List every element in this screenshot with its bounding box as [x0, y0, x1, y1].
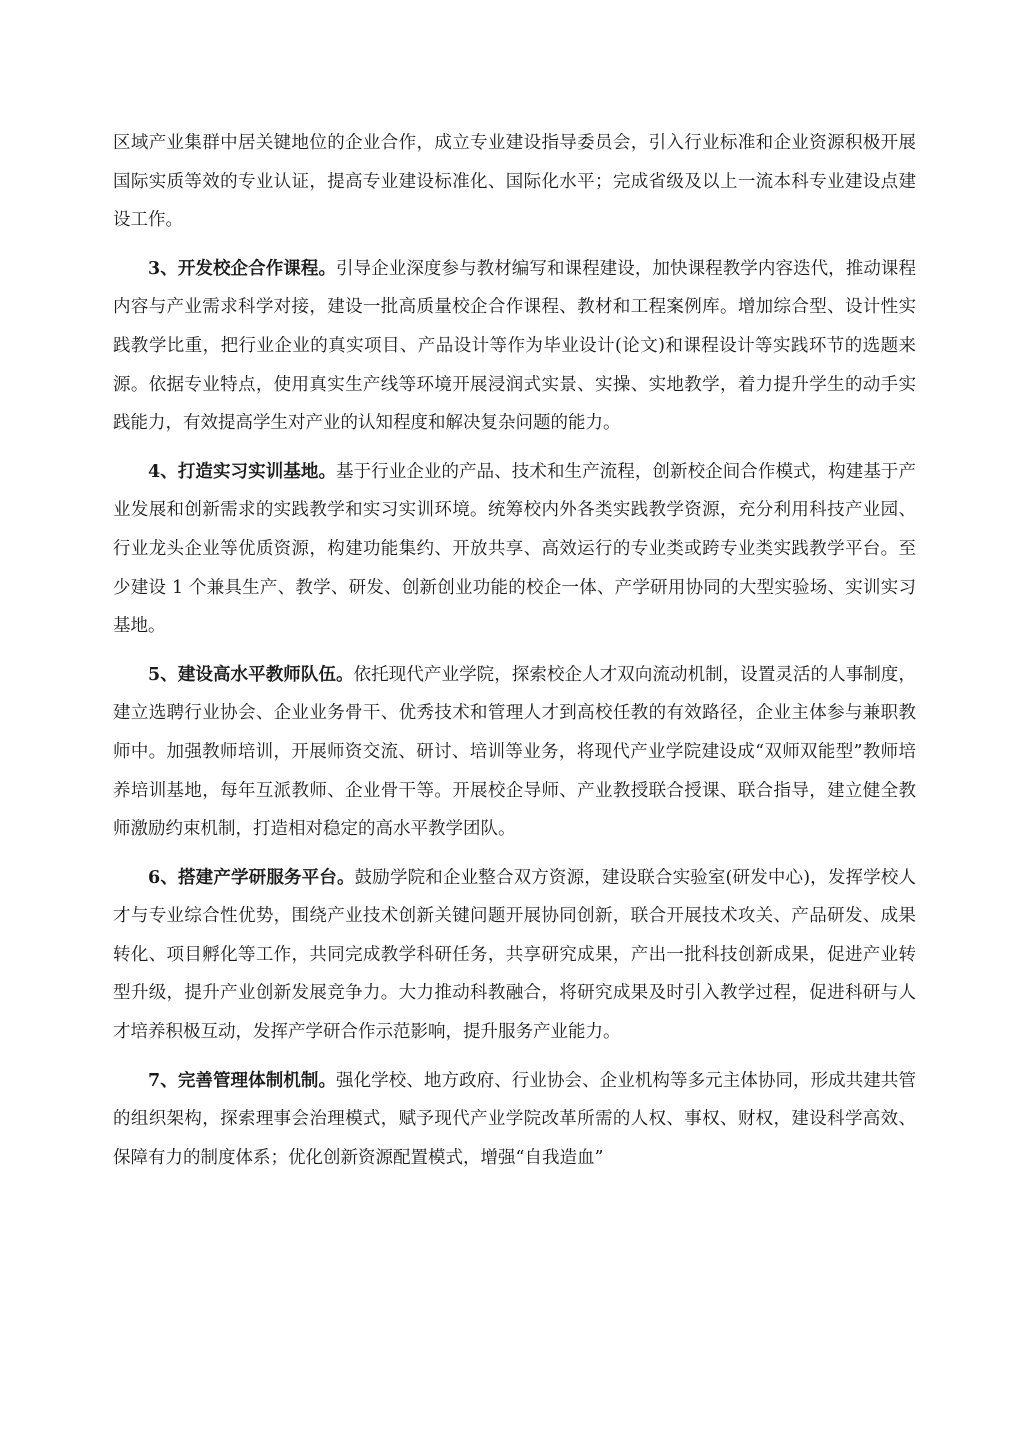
paragraph-training-base	[113, 453, 916, 646]
paragraph-research-platform	[113, 859, 916, 1052]
paragraph-body: 基于行业企业的产品、技术和生产流程，创新校企间合作模式，构建基于产业发展和创新需求的实践教学和实习实训环境。统筹校内外各类实践教学资源，充分利用科技产业园、行业龙头企业等优质资源，构建功能集约、开放共享、高效运行的专业类或跨专业类实践教学平台。至少建设 1 个兼具生产、教学、研发、创新创业功能的校企一体、产学研用协同的大型实验场、实训实习基地。	[113, 461, 916, 637]
document-body	[113, 124, 916, 1187]
paragraph-body: 区域产业集群中居关键地位的企业合作，成立专业建设指导委员会，引入行业标准和企业资源积极开展国际实质等效的专业认证，提高专业建设标准化、国际化水平；完成省级及以上一流本科专业建设点建设工作。	[113, 133, 916, 231]
paragraph-heading: 3、开发校企合作课程。	[148, 258, 337, 279]
paragraph-heading: 6、搭建产学研服务平台。	[148, 867, 355, 888]
paragraph-course-development	[113, 250, 916, 443]
paragraph-body: 鼓励学院和企业整合双方资源，建设联合实验室(研发中心)，发挥学校人才与专业综合性优势，围绕产业技术创新关键问题开展协同创新，联合开展技术攻关、产品研发、成果转化、项目孵化等工作，共同完成教学科研任务，共享研究成果，产出一批科技创新成果，促进产业转型升级，提升产业创新发展竞争力。大力推动科教融合，将研究成果及时引入教学过程，促进科研与人才培养积极互动，发挥产学研合作示范影响，提升服务产业能力。	[113, 867, 916, 1043]
paragraph-heading: 7、完善管理体制机制。	[148, 1070, 337, 1091]
paragraph-management-mechanism	[113, 1062, 916, 1178]
paragraph-body: 引导企业深度参与教材编写和课程建设，加快课程教学内容迭代，推动课程内容与产业需求科学对接，建设一批高质量校企合作课程、教材和工程案例库。增加综合型、设计性实践教学比重，把行业企业的真实项目、产品设计等作为毕业设计(论文)和课程设计等实践环节的选题来源。依据专业特点，使用真实生产线等环境开展浸润式实景、实操、实地教学，着力提升学生的动手实践能力，有效提高学生对产业的认知程度和解决复杂问题的能力。	[113, 258, 916, 434]
paragraph-body: 强化学校、地方政府、行业协会、企业机构等多元主体协同，形成共建共管的组织架构，探索理事会治理模式，赋予现代产业学院改革所需的人权、事权、财权，建设科学高效、保障有力的制度体系；优化创新资源配置模式，增强“自我造血”	[113, 1070, 916, 1168]
paragraph-heading: 5、建设高水平教师队伍。	[148, 664, 354, 685]
paragraph-body: 依托现代产业学院，探索校企人才双向流动机制，设置灵活的人事制度，建立选聘行业协会、企业业务骨干、优秀技术和管理人才到高校任教的有效路径，企业主体参与兼职教师中。加强教师培训，开展师资交流、研讨、培训等业务，将现代产业学院建设成“双师双能型”教师培养培训基地，每年互派教师、企业骨干等。开展校企导师、产业教授联合授课、联合指导，建立健全教师激励约束机制，打造相对稳定的高水平教学团队。	[113, 664, 916, 840]
paragraph-continuation	[113, 124, 916, 240]
paragraph-heading: 4、打造实习实训基地。	[148, 461, 337, 482]
paragraph-teacher-team	[113, 656, 916, 849]
